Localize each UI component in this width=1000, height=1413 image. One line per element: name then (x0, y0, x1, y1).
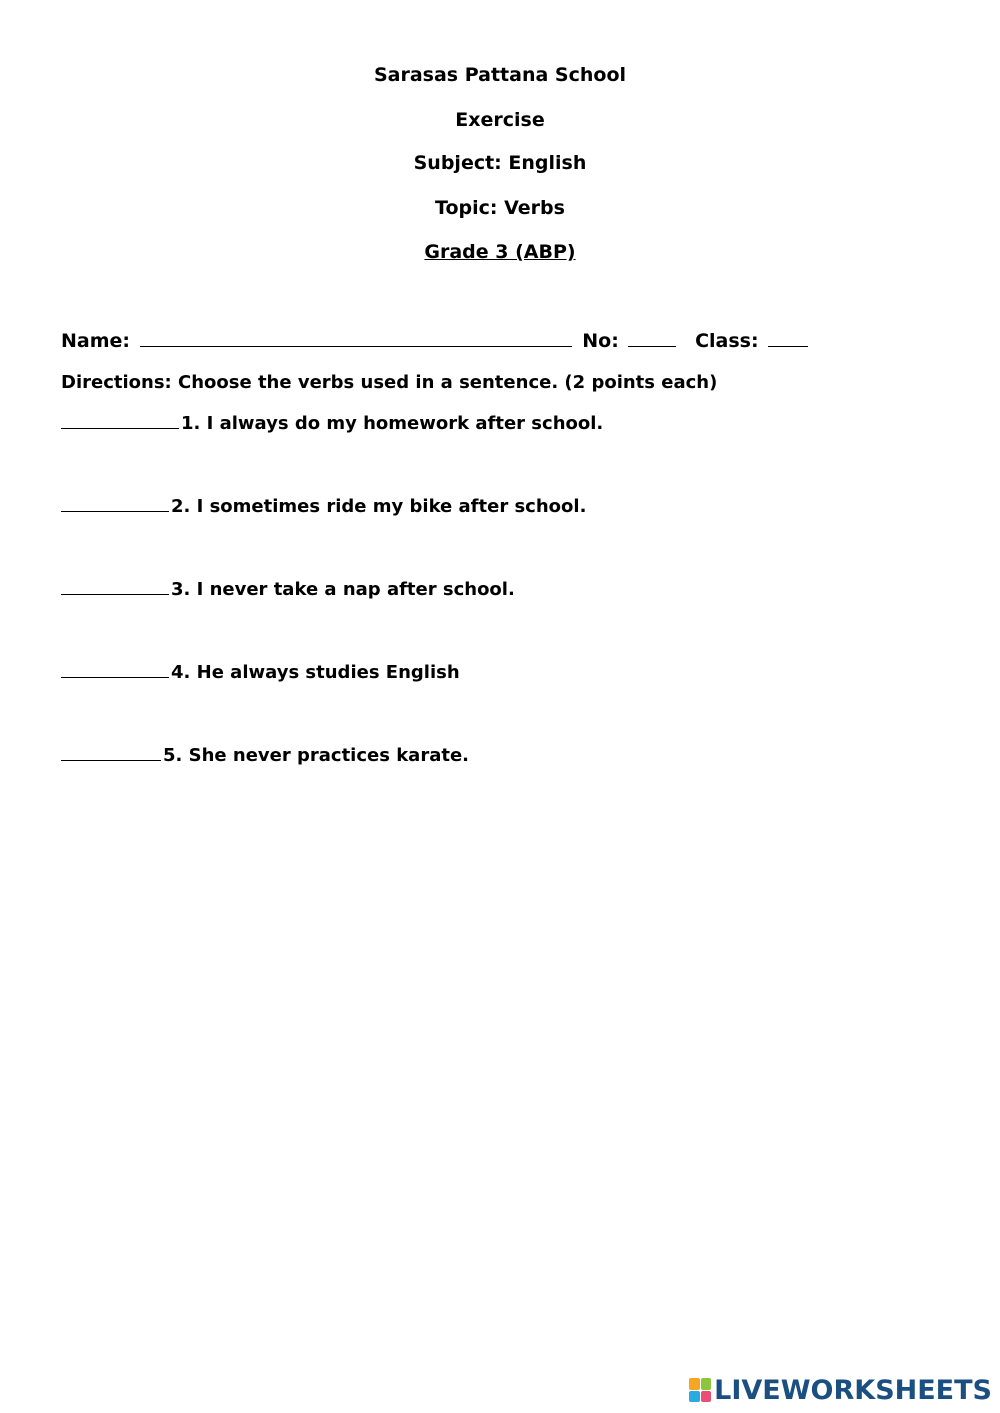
name-field[interactable] (140, 328, 572, 347)
question-text: 3. I never take a nap after school. (171, 579, 515, 600)
logo-mark-square (689, 1378, 700, 1390)
class-label: Class: (695, 330, 759, 352)
answer-input-1[interactable] (61, 412, 179, 429)
no-label: No: (582, 330, 619, 352)
question-text: 5. She never practices karate. (163, 745, 469, 766)
logo-mark-square (689, 1391, 700, 1403)
directions: Directions: Choose the verbs used in a sentence. (2 points each) (61, 372, 718, 393)
logo-text: LIVEWORKSHEETS (714, 1374, 992, 1406)
student-info-row (61, 328, 808, 353)
question-text: 4. He always studies English (171, 662, 460, 683)
class-field[interactable] (768, 328, 808, 347)
liveworksheets-logo-icon (689, 1378, 711, 1402)
question-text: 2. I sometimes ride my bike after school. (171, 496, 587, 517)
school-name: Sarasas Pattana School (373, 64, 627, 86)
answer-input-3[interactable] (61, 578, 169, 595)
logo-mark-square (701, 1378, 712, 1390)
question-item (61, 412, 603, 436)
topic-line: Topic: Verbs (435, 197, 565, 219)
question-item (61, 661, 460, 685)
grade-line (0, 240, 1000, 264)
question-item (61, 495, 586, 519)
answer-input-4[interactable] (61, 661, 169, 678)
grade-text: Grade 3 (ABP) (424, 241, 576, 263)
liveworksheets-logo[interactable] (689, 1373, 992, 1407)
logo-mark-square (701, 1391, 712, 1403)
number-field[interactable] (628, 328, 676, 347)
doc-type: Exercise (455, 109, 545, 131)
question-item (61, 578, 515, 602)
answer-input-2[interactable] (61, 495, 169, 512)
name-label: Name: (61, 330, 131, 352)
question-text: 1. I always do my homework after school. (181, 413, 604, 434)
question-item (61, 744, 469, 768)
answer-input-5[interactable] (61, 744, 161, 761)
subject-line: Subject: English (413, 152, 587, 174)
